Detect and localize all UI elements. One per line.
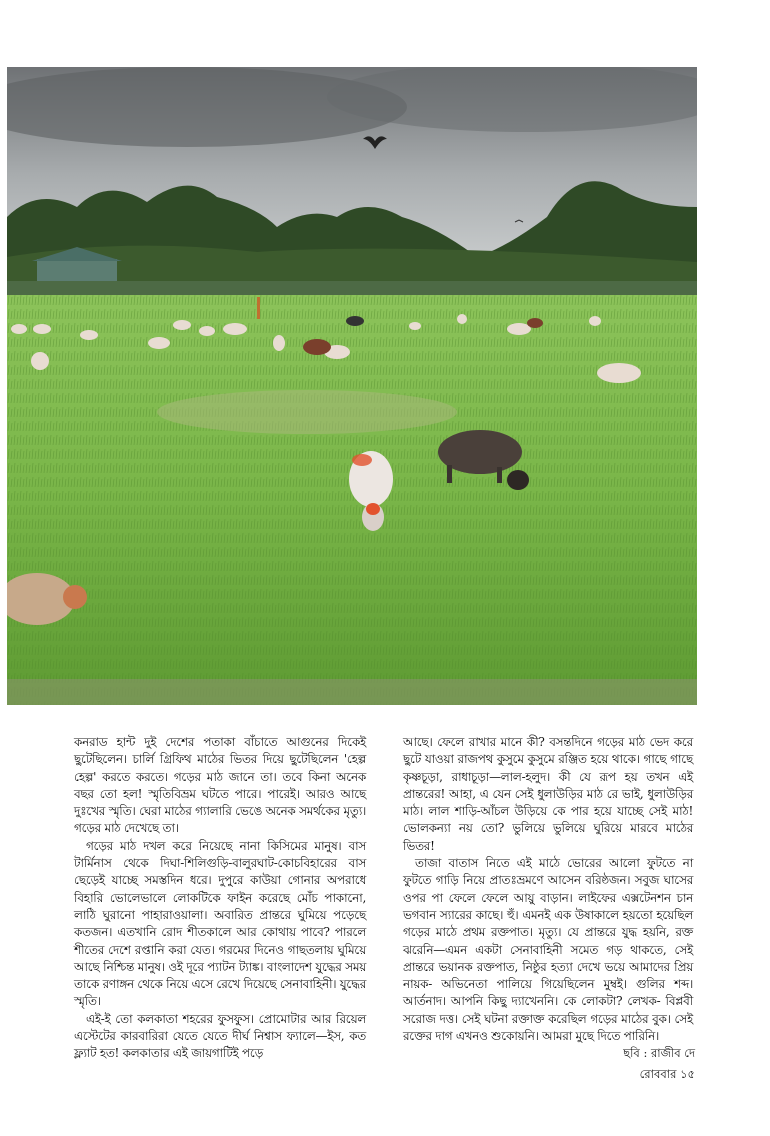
- article-paragraph: এই-ই তো কলকাতা শহরের ফুসফুস। প্রোমোটার আর রিয়েল এস্টেটের কারবারিরা যেতে যেতে দীর্ঘ নিশ্বাস ফ্যালে—ইস, কত ফ্ল্যাট হত! কলকাতার এই জায়গাটিই পড়ে: [74, 1011, 366, 1061]
- article-paragraph: তাজা বাতাস নিতে এই মাঠে ভোরের আলো ফুটতে না ফুটতে গাড়ি নিয়ে প্রাতঃভ্রমণে আসেন বরিষ্ঠজন। সবুজ ঘাসের ওপর পা ফেলে ফেলে আয়ু বাড়ান। লাইফের এক্সটেনশন চান ভগবান স্যারের কাছে। হুঁ। এমনই এক উষাকালে হয়তো হয়েছিল গড়ের মাঠে প্রথম রক্তপাত। মৃত্যু। যে প্রান্তরে যুদ্ধ হয়নি, রক্ত ঝরেনি—এমন একটা সেনাবাহিনী সমেত গড় থাকতে, সেই প্রান্তরে ভয়ানক রক্তপাত, নিষ্ঠুর হত্যা দেখে ভয়ে আমাদের প্রিয় নায়ক- অভিনেতা পালিয়ে গিয়েছিলেন মুম্বই। গুলির শব্দ। আর্তনাদ। আপনি কিছু দ্যাখেননি। কে লোকটা? লেখক- বিপ্লবী সরোজ দত্ত। সেই ঘটনা রক্তাক্ত করেছিল গড়ের মাঠের বুক। সেই রক্তের দাগ এখনও শুকোয়নি। আমরা মুছে দিতে পারিনি।: [403, 856, 693, 1044]
- article-column-right: [403, 734, 693, 1045]
- article-column-left: [74, 734, 366, 1063]
- article-paragraph: আছে। ফেলে রাখার মানে কী? বসন্তদিনে গড়ের মাঠ ভেদ করে ছুটে যাওয়া রাজপথ কুসুমে কুসুমে রঞ্জিত হয়ে থাকে। গাছে গাছে কৃষ্ণচূড়া, রাধাচূড়া—লাল-হলুদ। কী যে রূপ হয় তখন এই প্রান্তরের! আহা, এ যেন সেই ধুলাউড়ির মাঠ রে ভাই, ধুলাউড়ির মাঠ। লাল শাড়ি-আঁচল উড়িয়ে কে পার হয়ে যাচ্ছে সেই মাঠ! ভোলকন্যা নয় তো? ভুলিয়ে ভুলিয়ে ঘুরিয়ে মারবে মাঠের ভিতর!: [403, 735, 693, 853]
- maidan-sheep-photo: [7, 67, 697, 705]
- article-paragraph: কনরাড হান্ট দুই দেশের পতাকা বাঁচাতে আগুনের দিকেই ছুটেছিলেন। চার্লি গ্রিফিথ মাঠের ভিতর দিয়ে ছুটেছিলেন 'হেল্প হেল্প' করতে করতে। গড়ের মাঠ জানে তা। তবে কিনা অনেক বছর তো হল! স্মৃতিবিভ্রম ঘটতে পারে। পারেই। আরও আছে দুঃখের স্মৃতি। ঘেরা মাঠের গ্যালারি ভেঙে অনেক সমর্থকের মৃত্যু। গড়ের মাঠ দেখেছে তা।: [74, 735, 366, 836]
- article-paragraph: গড়ের মাঠ দখল করে নিয়েছে নানা কিসিমের মানুষ। বাস টার্মিনাস থেকে দিঘা-শিলিগুড়ি-বালুরঘাট-কোচবিহারের বাস ছেড়েই যাচ্ছে সমস্তদিন ধরে। দুপুরে কাউয়া গোনার অপরাধে বিহারি ভোলেভালে লোকটিকে ফাইন করেছে মোঁচ পাকানো, লাঠি ঘুরানো পাহারাওয়ালা। অবারিত প্রান্তরে ঘুমিয়ে পড়েছে কতজন। এতখানি রোদ শীতকালে আর কোথায় পাবে? পারলে শীতের দেশে রপ্তানি করা যেত। গরমের দিনেও গাছতলায় ঘুমিয়ে আছে নিশ্চিন্ত মানুষ। ওই দূরে প্যাটন ট্যাঙ্ক। বাংলাদেশ যুদ্ধের সময় তাকে রণাঙ্গন থেকে নিয়ে এসে রেখে দিয়েছে সেনাবাহিনী। যুদ্ধের স্মৃতি।: [74, 838, 366, 1009]
- page-folio: রোববার ১৫: [639, 1067, 695, 1081]
- photo-illustration: [7, 67, 697, 705]
- photo-credit: ছবি : রাজীব দে: [623, 1046, 695, 1060]
